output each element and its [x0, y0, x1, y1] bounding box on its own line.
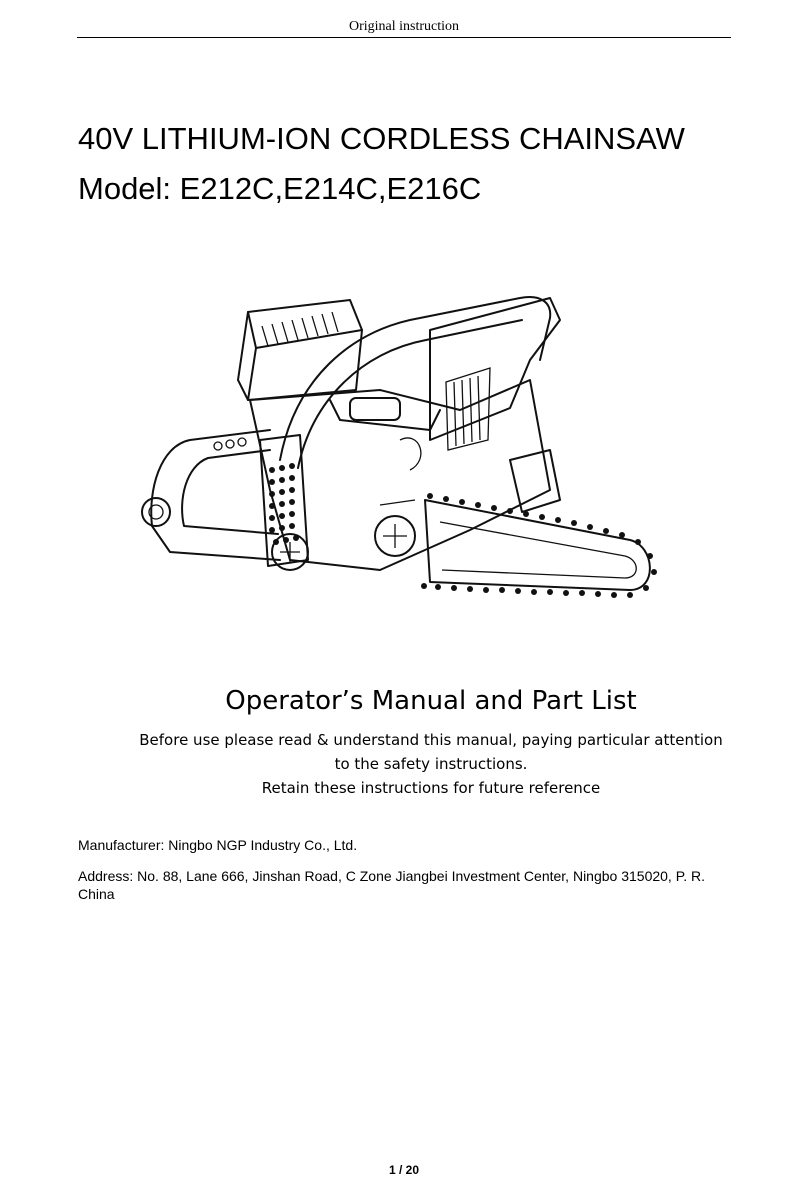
- note-line-3: Retain these instructions for future reference: [261, 779, 601, 797]
- chainsaw-illustration: [130, 290, 670, 630]
- manual-title: Operator’s Manual and Part List: [225, 686, 637, 716]
- address-line: Address: No. 88, Lane 666, Jinshan Road, C Zone Jiangbei Investment Center, Ningbo 315020, P. R. China: [78, 868, 706, 902]
- manufacturer-line: Manufacturer: Ningbo NGP Industry Co., Ltd.: [78, 837, 358, 853]
- note-line-2: to the safety instructions.: [334, 755, 528, 773]
- chainsaw-icon: [130, 290, 670, 630]
- header-rule: [77, 37, 731, 38]
- model-line: Model: E212C,E214C,E216C: [78, 171, 482, 206]
- header-text: Original instruction: [348, 19, 460, 34]
- page-number: 1 / 20: [388, 1163, 420, 1177]
- document-title: 40V LITHIUM-ION CORDLESS CHAINSAW: [78, 121, 685, 156]
- note-line-1: Before use please read & understand this manual, paying particular attention: [139, 731, 723, 749]
